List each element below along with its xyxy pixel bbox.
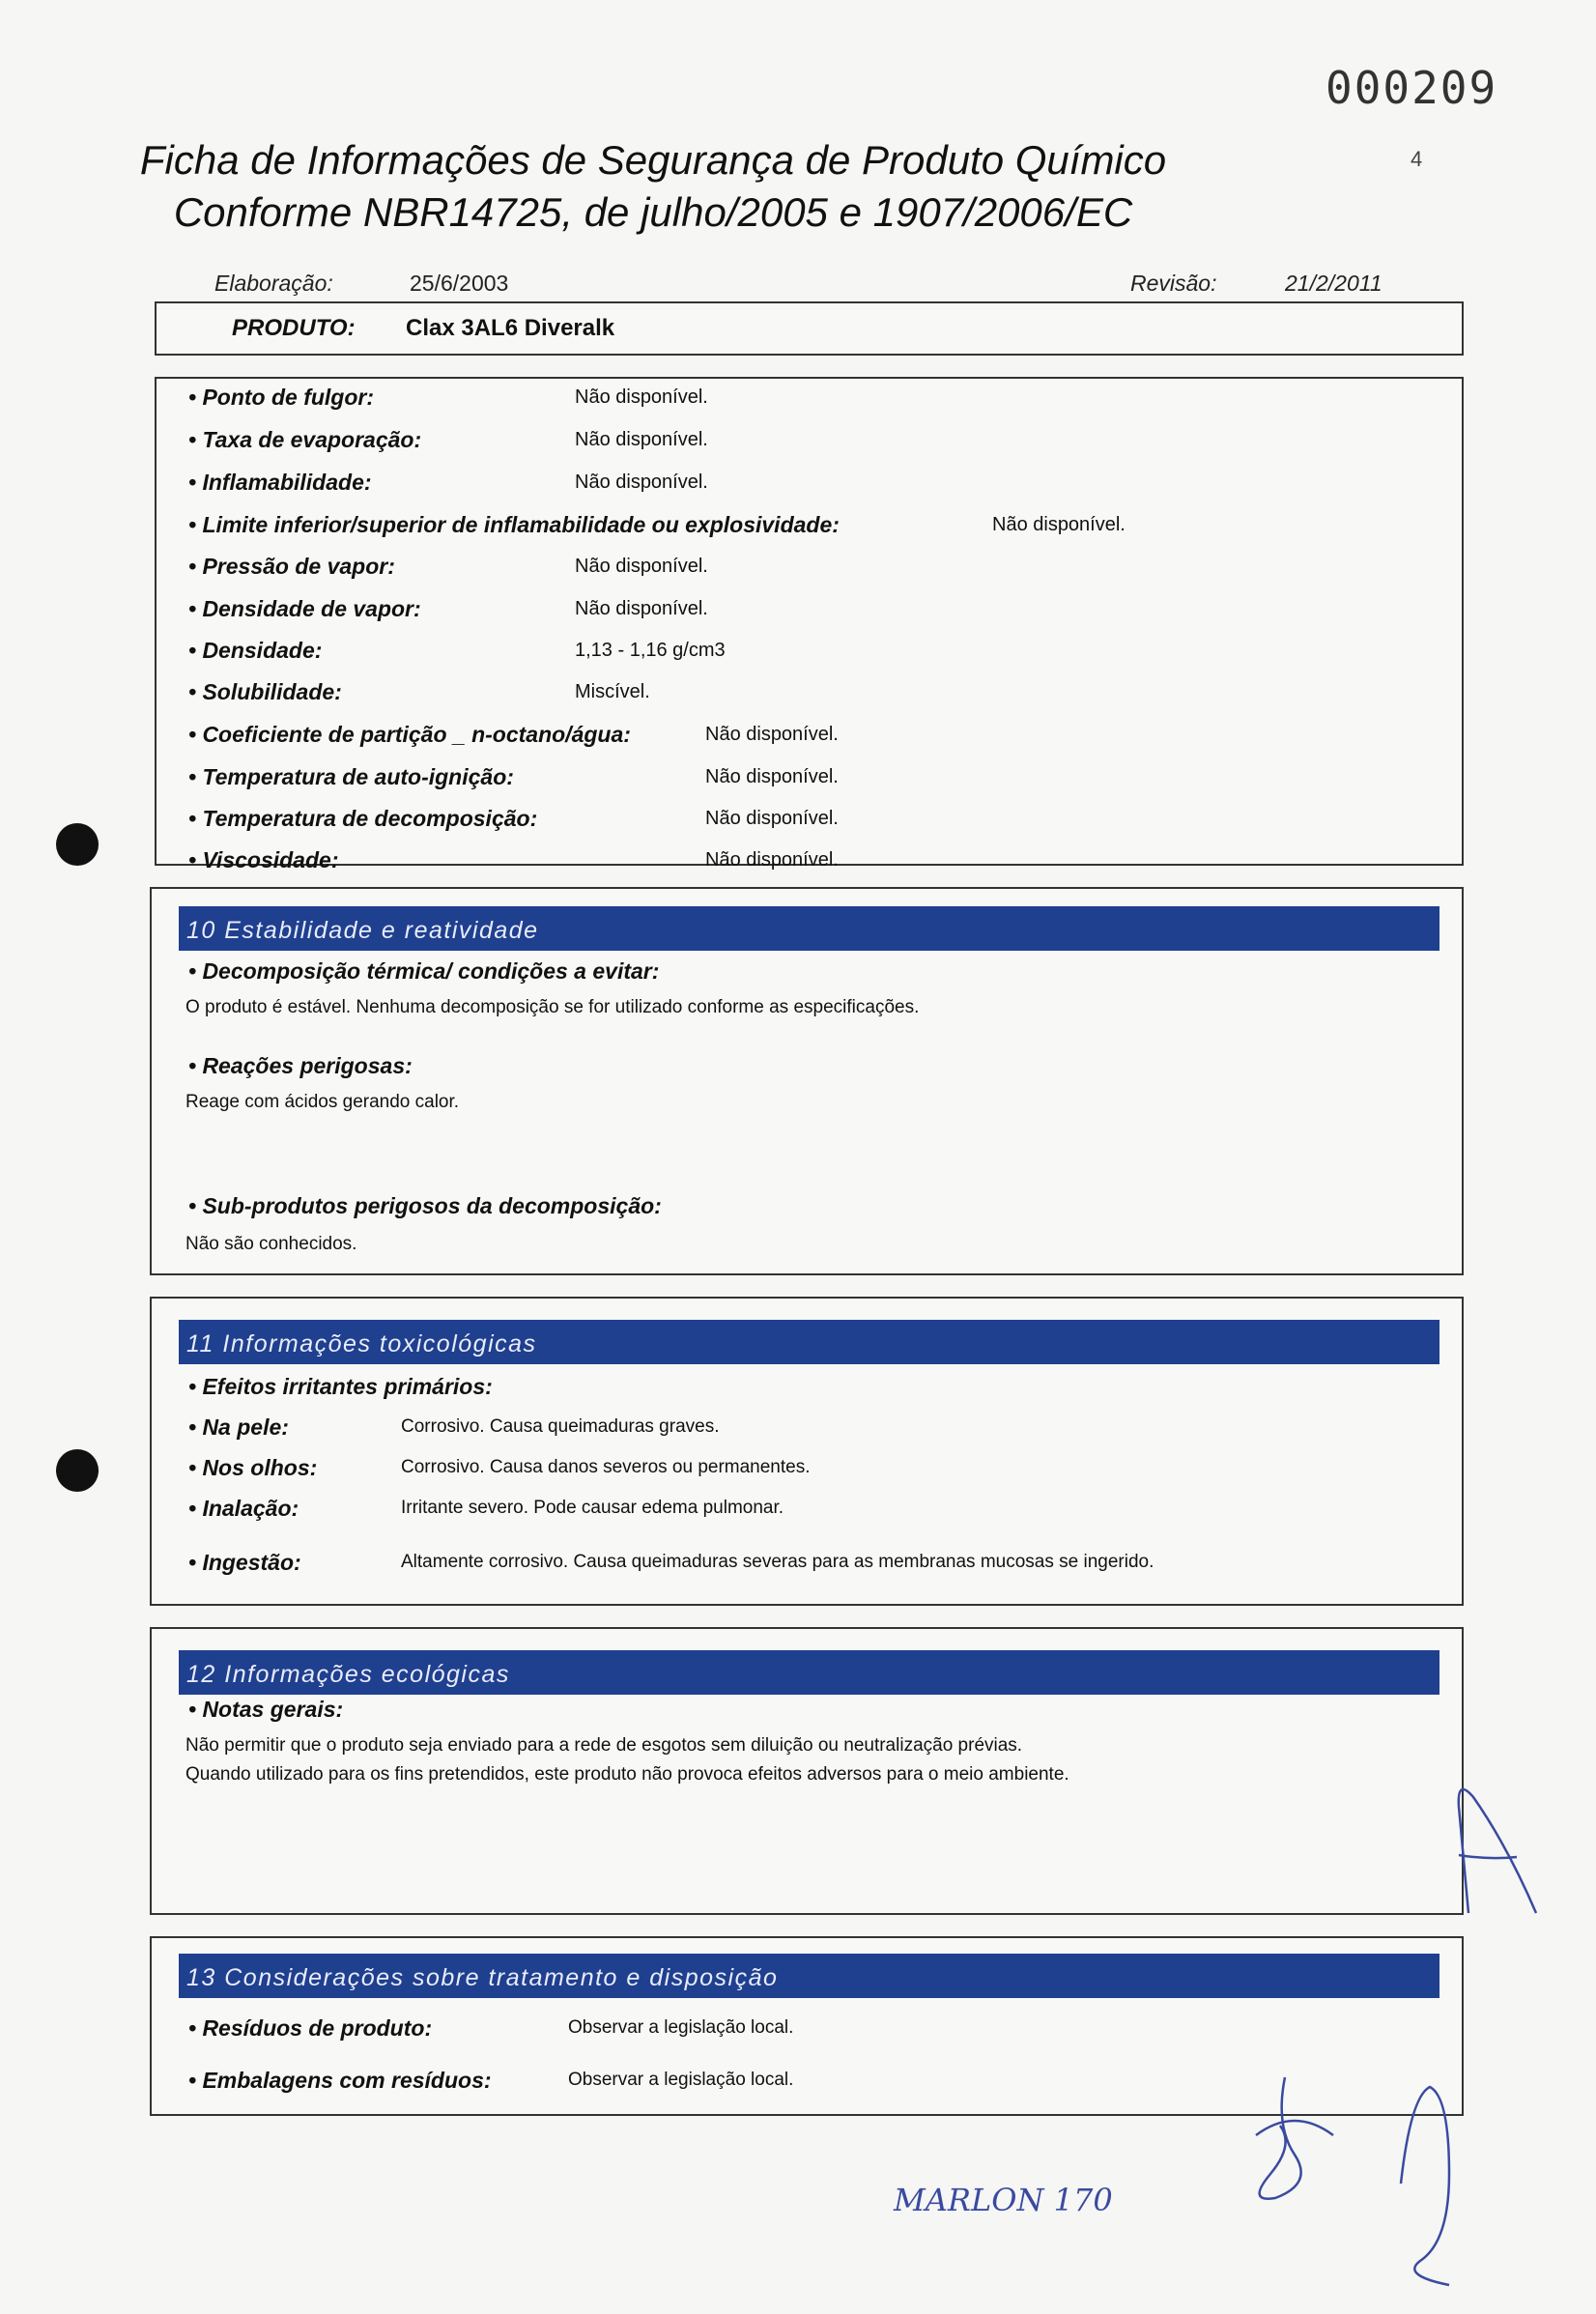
decomposicao-text: O produto é estável. Nenhuma decomposição se for utilizado conforme as especificações. bbox=[185, 997, 920, 1017]
property-label: • Temperatura de auto-ignição: bbox=[188, 764, 514, 789]
property-label: • Temperatura de decomposição: bbox=[188, 806, 538, 831]
elaboracao-date: 25/6/2003 bbox=[410, 271, 509, 296]
property-label: • Densidade: bbox=[188, 638, 323, 663]
disposal-value: Observar a legislação local. bbox=[568, 2070, 794, 2090]
notas-line-2: Quando utilizado para os fins pretendidos, este produto não provoca efeitos adversos para o meio ambiente. bbox=[185, 1764, 1069, 1785]
property-label: • Inflamabilidade: bbox=[188, 470, 372, 495]
toxicology-value: Corrosivo. Causa danos severos ou permanentes. bbox=[401, 1457, 811, 1477]
property-label: • Limite inferior/superior de inflamabilidade ou explosividade: bbox=[188, 512, 840, 537]
property-value: Não disponível. bbox=[575, 471, 708, 493]
property-value: Não disponível. bbox=[705, 849, 839, 871]
decomposicao-label: • Decomposição térmica/ condições a evitar: bbox=[188, 958, 660, 984]
disposal-label: • Resíduos de produto: bbox=[188, 2015, 433, 2041]
property-value: Não disponível. bbox=[705, 808, 839, 829]
property-label: • Solubilidade: bbox=[188, 679, 342, 704]
section-10-header: 10 Estabilidade e reatividade bbox=[179, 906, 1439, 951]
section-12-header: 12 Informações ecológicas bbox=[179, 1650, 1439, 1695]
property-label: • Taxa de evaporação: bbox=[188, 427, 422, 452]
toxicology-value: Irritante severo. Pode causar edema pulmonar. bbox=[401, 1498, 784, 1518]
product-label: PRODUTO: bbox=[232, 315, 356, 341]
property-label: • Pressão de vapor: bbox=[188, 554, 395, 579]
signature-initial-a bbox=[1449, 1768, 1555, 1932]
toxicology-label: • Inalação: bbox=[188, 1496, 299, 1521]
revisao-label: Revisão: bbox=[1130, 271, 1217, 296]
property-value: Não disponível. bbox=[575, 598, 708, 619]
toxicology-value: Corrosivo. Causa queimaduras graves. bbox=[401, 1416, 720, 1437]
section-11-header: 11 Informações toxicológicas bbox=[179, 1320, 1439, 1364]
handwritten-note: MARLON 170 bbox=[894, 2182, 1113, 2218]
property-label: • Viscosidade: bbox=[188, 847, 339, 872]
product-name: Clax 3AL6 Diveralk bbox=[406, 315, 615, 341]
property-value: Não disponível. bbox=[575, 386, 708, 408]
disposal-value: Observar a legislação local. bbox=[568, 2017, 794, 2038]
signature-mark-1 bbox=[1237, 2068, 1343, 2213]
property-value: Miscível. bbox=[575, 681, 650, 702]
punch-hole-top bbox=[56, 823, 99, 866]
reacoes-text: Reage com ácidos gerando calor. bbox=[185, 1092, 460, 1112]
punch-hole-bottom bbox=[56, 1449, 99, 1492]
page-number: 4 bbox=[1411, 147, 1423, 171]
notas-line-1: Não permitir que o produto seja enviado para a rede de esgotos sem diluição ou neutralização prévias. bbox=[185, 1735, 1023, 1756]
subprodutos-text: Não são conhecidos. bbox=[185, 1234, 357, 1254]
elaboracao-label: Elaboração: bbox=[214, 271, 333, 296]
document-subtitle: Conforme NBR14725, de julho/2005 e 1907/2006/EC bbox=[173, 189, 1133, 235]
reacoes-label: • Reações perigosas: bbox=[188, 1053, 413, 1078]
toxicology-label: • Na pele: bbox=[188, 1414, 289, 1440]
document-title: Ficha de Informações de Segurança de Produto Químico bbox=[139, 137, 1167, 183]
efeitos-label: • Efeitos irritantes primários: bbox=[188, 1374, 493, 1399]
property-label: • Coeficiente de partição _ n-octano/água: bbox=[188, 722, 631, 747]
property-value: Não disponível. bbox=[575, 556, 708, 577]
revisao-date: 21/2/2011 bbox=[1285, 271, 1382, 296]
property-value: 1,13 - 1,16 g/cm3 bbox=[575, 640, 726, 661]
property-value: Não disponível. bbox=[992, 514, 1126, 535]
subprodutos-label: • Sub-produtos perigosos da decomposição: bbox=[188, 1193, 662, 1218]
disposal-label: • Embalagens com resíduos: bbox=[188, 2068, 492, 2093]
document-stamp-number: 000209 bbox=[1325, 62, 1498, 114]
property-label: • Densidade de vapor: bbox=[188, 596, 421, 621]
notas-label: • Notas gerais: bbox=[188, 1697, 344, 1722]
property-value: Não disponível. bbox=[705, 724, 839, 745]
signature-mark-2 bbox=[1382, 2068, 1478, 2300]
toxicology-value: Altamente corrosivo. Causa queimaduras severas para as membranas mucosas se ingerido. bbox=[401, 1552, 1154, 1572]
toxicology-label: • Ingestão: bbox=[188, 1550, 301, 1575]
property-value: Não disponível. bbox=[705, 766, 839, 787]
section-13-header: 13 Considerações sobre tratamento e disposição bbox=[179, 1954, 1439, 1998]
property-label: • Ponto de fulgor: bbox=[188, 385, 375, 410]
property-value: Não disponível. bbox=[575, 429, 708, 450]
toxicology-label: • Nos olhos: bbox=[188, 1455, 318, 1480]
